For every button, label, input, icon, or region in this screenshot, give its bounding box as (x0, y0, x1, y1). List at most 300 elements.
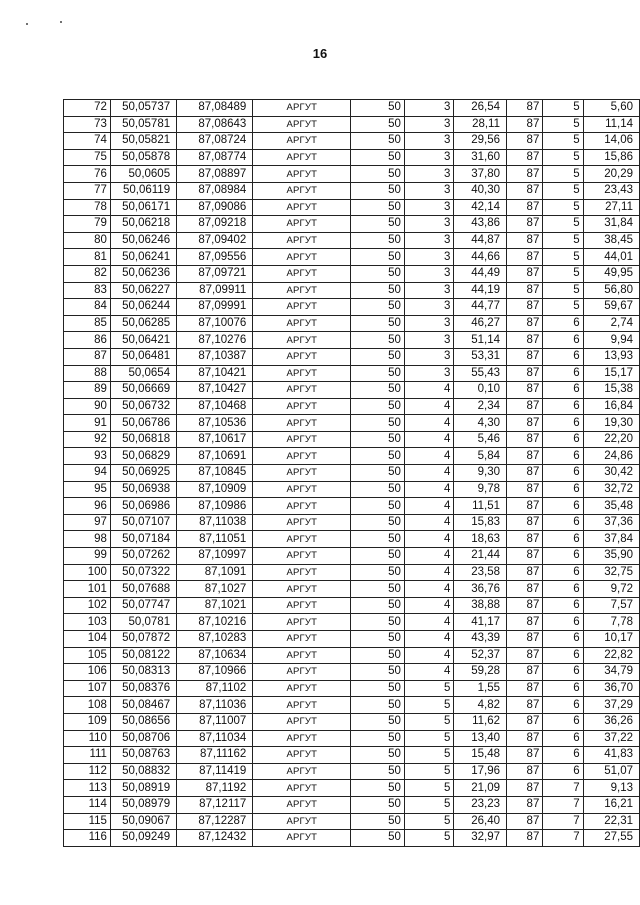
name-cell: АРГУТ (253, 730, 351, 747)
latitude-cell: 50,06227 (110, 282, 176, 299)
col5-cell: 50 (351, 597, 405, 614)
col8-cell: 87 (507, 100, 543, 117)
longitude-cell: 87,09086 (177, 199, 253, 216)
col5-cell: 50 (351, 631, 405, 648)
col6-cell: 3 (404, 348, 453, 365)
table-row (64, 448, 640, 465)
latitude-cell: 50,06829 (110, 448, 176, 465)
col5-cell: 50 (351, 149, 405, 166)
row-number-cell: 95 (64, 481, 111, 498)
col10-cell: 38,45 (583, 232, 639, 249)
col8-cell: 87 (507, 415, 543, 432)
col10-cell: 15,86 (583, 149, 639, 166)
col5-cell: 50 (351, 216, 405, 233)
col9-cell: 6 (543, 564, 583, 581)
longitude-cell: 87,08984 (177, 182, 253, 199)
table-row (64, 282, 640, 299)
name-cell: АРГУТ (253, 830, 351, 847)
row-number-cell: 87 (64, 348, 111, 365)
col9-cell: 6 (543, 548, 583, 565)
table-row (64, 713, 640, 730)
name-cell: АРГУТ (253, 182, 351, 199)
col5-cell: 50 (351, 116, 405, 133)
col6-cell: 3 (404, 265, 453, 282)
col8-cell: 87 (507, 133, 543, 150)
longitude-cell: 87,09911 (177, 282, 253, 299)
col7-cell: 29,56 (454, 133, 507, 150)
longitude-cell: 87,09991 (177, 299, 253, 316)
table-row (64, 149, 640, 166)
latitude-cell: 50,06818 (110, 431, 176, 448)
col6-cell: 4 (404, 481, 453, 498)
col10-cell: 14,06 (583, 133, 639, 150)
col8-cell: 87 (507, 149, 543, 166)
row-number-cell: 73 (64, 116, 111, 133)
table-row (64, 415, 640, 432)
col5-cell: 50 (351, 763, 405, 780)
longitude-cell: 87,10536 (177, 415, 253, 432)
longitude-cell: 87,08724 (177, 133, 253, 150)
col10-cell: 24,86 (583, 448, 639, 465)
table-row (64, 597, 640, 614)
longitude-cell: 87,10076 (177, 315, 253, 332)
longitude-cell: 87,08489 (177, 100, 253, 117)
col10-cell: 19,30 (583, 415, 639, 432)
name-cell: АРГУТ (253, 232, 351, 249)
name-cell: АРГУТ (253, 664, 351, 681)
col6-cell: 4 (404, 647, 453, 664)
col9-cell: 5 (543, 116, 583, 133)
col10-cell: 15,38 (583, 382, 639, 399)
col9-cell: 6 (543, 713, 583, 730)
name-cell: АРГУТ (253, 133, 351, 150)
col9-cell: 7 (543, 813, 583, 830)
latitude-cell: 50,06285 (110, 315, 176, 332)
col5-cell: 50 (351, 415, 405, 432)
col10-cell: 27,11 (583, 199, 639, 216)
name-cell: АРГУТ (253, 796, 351, 813)
col10-cell: 35,90 (583, 548, 639, 565)
col6-cell: 3 (404, 166, 453, 183)
latitude-cell: 50,09067 (110, 813, 176, 830)
row-number-cell: 74 (64, 133, 111, 150)
latitude-cell: 50,09249 (110, 830, 176, 847)
col8-cell: 87 (507, 564, 543, 581)
col10-cell: 9,72 (583, 581, 639, 598)
col6-cell: 5 (404, 697, 453, 714)
table-row (64, 830, 640, 847)
row-number-cell: 72 (64, 100, 111, 117)
col8-cell: 87 (507, 398, 543, 415)
table-row (64, 498, 640, 515)
col9-cell: 5 (543, 100, 583, 117)
table-row (64, 166, 640, 183)
row-number-cell: 85 (64, 315, 111, 332)
col5-cell: 50 (351, 780, 405, 797)
col6-cell: 3 (404, 182, 453, 199)
table-row (64, 348, 640, 365)
table-row (64, 747, 640, 764)
row-number-cell: 112 (64, 763, 111, 780)
col6-cell: 3 (404, 315, 453, 332)
col9-cell: 6 (543, 448, 583, 465)
name-cell: АРГУТ (253, 548, 351, 565)
name-cell: АРГУТ (253, 382, 351, 399)
col6-cell: 5 (404, 680, 453, 697)
col9-cell: 6 (543, 631, 583, 648)
col9-cell: 5 (543, 299, 583, 316)
name-cell: АРГУТ (253, 166, 351, 183)
col5-cell: 50 (351, 747, 405, 764)
col9-cell: 6 (543, 664, 583, 681)
latitude-cell: 50,05781 (110, 116, 176, 133)
table-row (64, 680, 640, 697)
col9-cell: 6 (543, 431, 583, 448)
col7-cell: 38,88 (454, 597, 507, 614)
name-cell: АРГУТ (253, 116, 351, 133)
longitude-cell: 87,10997 (177, 548, 253, 565)
col10-cell: 7,57 (583, 597, 639, 614)
col7-cell: 0,10 (454, 382, 507, 399)
col8-cell: 87 (507, 348, 543, 365)
table-row (64, 465, 640, 482)
col8-cell: 87 (507, 282, 543, 299)
row-number-cell: 100 (64, 564, 111, 581)
longitude-cell: 87,11051 (177, 531, 253, 548)
col10-cell: 10,17 (583, 631, 639, 648)
table-row (64, 382, 640, 399)
col9-cell: 6 (543, 763, 583, 780)
col10-cell: 41,83 (583, 747, 639, 764)
latitude-cell: 50,06244 (110, 299, 176, 316)
table-row (64, 100, 640, 117)
longitude-cell: 87,10691 (177, 448, 253, 465)
col9-cell: 6 (543, 415, 583, 432)
longitude-cell: 87,10283 (177, 631, 253, 648)
latitude-cell: 50,06732 (110, 398, 176, 415)
col7-cell: 36,76 (454, 581, 507, 598)
col5-cell: 50 (351, 514, 405, 531)
col7-cell: 44,66 (454, 249, 507, 266)
col10-cell: 2,74 (583, 315, 639, 332)
table-row (64, 763, 640, 780)
col10-cell: 56,80 (583, 282, 639, 299)
col10-cell: 37,29 (583, 697, 639, 714)
col9-cell: 5 (543, 182, 583, 199)
longitude-cell: 87,10966 (177, 664, 253, 681)
col7-cell: 18,63 (454, 531, 507, 548)
col5-cell: 50 (351, 282, 405, 299)
table-row (64, 431, 640, 448)
col8-cell: 87 (507, 581, 543, 598)
col9-cell: 6 (543, 398, 583, 415)
name-cell: АРГУТ (253, 514, 351, 531)
col7-cell: 4,82 (454, 697, 507, 714)
name-cell: АРГУТ (253, 431, 351, 448)
col7-cell: 44,19 (454, 282, 507, 299)
col5-cell: 50 (351, 299, 405, 316)
col9-cell: 6 (543, 465, 583, 482)
col7-cell: 46,27 (454, 315, 507, 332)
col9-cell: 6 (543, 614, 583, 631)
col8-cell: 87 (507, 631, 543, 648)
col6-cell: 4 (404, 448, 453, 465)
col9-cell: 6 (543, 365, 583, 382)
longitude-cell: 87,10387 (177, 348, 253, 365)
latitude-cell: 50,06246 (110, 232, 176, 249)
col8-cell: 87 (507, 166, 543, 183)
table-row (64, 548, 640, 565)
row-number-cell: 114 (64, 796, 111, 813)
row-number-cell: 80 (64, 232, 111, 249)
col5-cell: 50 (351, 100, 405, 117)
longitude-cell: 87,11038 (177, 514, 253, 531)
name-cell: АРГУТ (253, 597, 351, 614)
col9-cell: 6 (543, 514, 583, 531)
row-number-cell: 110 (64, 730, 111, 747)
longitude-cell: 87,1102 (177, 680, 253, 697)
latitude-cell: 50,07747 (110, 597, 176, 614)
col7-cell: 1,55 (454, 680, 507, 697)
table-row (64, 133, 640, 150)
col6-cell: 5 (404, 763, 453, 780)
col9-cell: 5 (543, 232, 583, 249)
col10-cell: 11,14 (583, 116, 639, 133)
row-number-cell: 81 (64, 249, 111, 266)
col7-cell: 44,49 (454, 265, 507, 282)
longitude-cell: 87,11162 (177, 747, 253, 764)
row-number-cell: 83 (64, 282, 111, 299)
longitude-cell: 87,10634 (177, 647, 253, 664)
longitude-cell: 87,10845 (177, 465, 253, 482)
col8-cell: 87 (507, 232, 543, 249)
col8-cell: 87 (507, 116, 543, 133)
longitude-cell: 87,10216 (177, 614, 253, 631)
latitude-cell: 50,0605 (110, 166, 176, 183)
col5-cell: 50 (351, 398, 405, 415)
col8-cell: 87 (507, 365, 543, 382)
name-cell: АРГУТ (253, 100, 351, 117)
table-row (64, 249, 640, 266)
row-number-cell: 107 (64, 680, 111, 697)
col9-cell: 7 (543, 796, 583, 813)
longitude-cell: 87,1192 (177, 780, 253, 797)
name-cell: АРГУТ (253, 680, 351, 697)
col8-cell: 87 (507, 332, 543, 349)
name-cell: АРГУТ (253, 697, 351, 714)
table-row (64, 481, 640, 498)
col9-cell: 5 (543, 216, 583, 233)
col8-cell: 87 (507, 299, 543, 316)
col6-cell: 4 (404, 431, 453, 448)
table-row (64, 730, 640, 747)
col6-cell: 5 (404, 747, 453, 764)
row-number-cell: 94 (64, 465, 111, 482)
table-row (64, 531, 640, 548)
longitude-cell: 87,10276 (177, 332, 253, 349)
longitude-cell: 87,12432 (177, 830, 253, 847)
col7-cell: 53,31 (454, 348, 507, 365)
latitude-cell: 50,06986 (110, 498, 176, 515)
col5-cell: 50 (351, 481, 405, 498)
col9-cell: 5 (543, 149, 583, 166)
col9-cell: 5 (543, 282, 583, 299)
col10-cell: 36,70 (583, 680, 639, 697)
col9-cell: 7 (543, 780, 583, 797)
col9-cell: 6 (543, 332, 583, 349)
col8-cell: 87 (507, 182, 543, 199)
col8-cell: 87 (507, 548, 543, 565)
col5-cell: 50 (351, 166, 405, 183)
col7-cell: 9,30 (454, 465, 507, 482)
latitude-cell: 50,08706 (110, 730, 176, 747)
row-number-cell: 111 (64, 747, 111, 764)
col7-cell: 31,60 (454, 149, 507, 166)
col5-cell: 50 (351, 431, 405, 448)
longitude-cell: 87,08774 (177, 149, 253, 166)
col5-cell: 50 (351, 813, 405, 830)
name-cell: АРГУТ (253, 713, 351, 730)
col5-cell: 50 (351, 332, 405, 349)
name-cell: АРГУТ (253, 581, 351, 598)
latitude-cell: 50,07872 (110, 631, 176, 648)
name-cell: АРГУТ (253, 531, 351, 548)
col5-cell: 50 (351, 348, 405, 365)
col9-cell: 5 (543, 249, 583, 266)
name-cell: АРГУТ (253, 631, 351, 648)
col7-cell: 55,43 (454, 365, 507, 382)
col10-cell: 37,22 (583, 730, 639, 747)
col10-cell: 27,55 (583, 830, 639, 847)
col8-cell: 87 (507, 514, 543, 531)
latitude-cell: 50,06481 (110, 348, 176, 365)
col9-cell: 6 (543, 531, 583, 548)
row-number-cell: 102 (64, 597, 111, 614)
col7-cell: 37,80 (454, 166, 507, 183)
longitude-cell: 87,1027 (177, 581, 253, 598)
col6-cell: 4 (404, 564, 453, 581)
latitude-cell: 50,05737 (110, 100, 176, 117)
latitude-cell: 50,06669 (110, 382, 176, 399)
name-cell: АРГУТ (253, 299, 351, 316)
latitude-cell: 50,08656 (110, 713, 176, 730)
row-number-cell: 91 (64, 415, 111, 432)
col8-cell: 87 (507, 448, 543, 465)
col10-cell: 32,72 (583, 481, 639, 498)
col7-cell: 41,17 (454, 614, 507, 631)
latitude-cell: 50,06938 (110, 481, 176, 498)
table-row (64, 664, 640, 681)
table-row (64, 365, 640, 382)
col8-cell: 87 (507, 597, 543, 614)
col6-cell: 5 (404, 713, 453, 730)
row-number-cell: 113 (64, 780, 111, 797)
col7-cell: 5,84 (454, 448, 507, 465)
table-row (64, 647, 640, 664)
row-number-cell: 92 (64, 431, 111, 448)
longitude-cell: 87,1091 (177, 564, 253, 581)
row-number-cell: 99 (64, 548, 111, 565)
row-number-cell: 78 (64, 199, 111, 216)
latitude-cell: 50,08313 (110, 664, 176, 681)
table-row (64, 216, 640, 233)
col8-cell: 87 (507, 465, 543, 482)
col5-cell: 50 (351, 498, 405, 515)
table-row (64, 199, 640, 216)
col6-cell: 3 (404, 216, 453, 233)
longitude-cell: 87,10986 (177, 498, 253, 515)
table-row (64, 315, 640, 332)
col10-cell: 44,01 (583, 249, 639, 266)
col7-cell: 23,23 (454, 796, 507, 813)
latitude-cell: 50,07184 (110, 531, 176, 548)
longitude-cell: 87,11007 (177, 713, 253, 730)
row-number-cell: 103 (64, 614, 111, 631)
row-number-cell: 108 (64, 697, 111, 714)
col9-cell: 6 (543, 581, 583, 598)
col7-cell: 51,14 (454, 332, 507, 349)
col6-cell: 3 (404, 249, 453, 266)
col6-cell: 4 (404, 514, 453, 531)
col5-cell: 50 (351, 249, 405, 266)
col6-cell: 4 (404, 597, 453, 614)
table-row (64, 232, 640, 249)
latitude-cell: 50,05878 (110, 149, 176, 166)
col5-cell: 50 (351, 133, 405, 150)
col6-cell: 3 (404, 282, 453, 299)
scan-speck (26, 23, 28, 25)
col8-cell: 87 (507, 265, 543, 282)
row-number-cell: 76 (64, 166, 111, 183)
data-table (63, 99, 640, 847)
page-number: 16 (312, 46, 328, 61)
name-cell: АРГУТ (253, 448, 351, 465)
col5-cell: 50 (351, 730, 405, 747)
col7-cell: 17,96 (454, 763, 507, 780)
longitude-cell: 87,10421 (177, 365, 253, 382)
col6-cell: 5 (404, 830, 453, 847)
col7-cell: 44,77 (454, 299, 507, 316)
longitude-cell: 87,09721 (177, 265, 253, 282)
col5-cell: 50 (351, 614, 405, 631)
table-row (64, 581, 640, 598)
row-number-cell: 89 (64, 382, 111, 399)
col8-cell: 87 (507, 747, 543, 764)
row-number-cell: 75 (64, 149, 111, 166)
col7-cell: 5,46 (454, 431, 507, 448)
col10-cell: 7,78 (583, 614, 639, 631)
col7-cell: 23,58 (454, 564, 507, 581)
col8-cell: 87 (507, 780, 543, 797)
row-number-cell: 98 (64, 531, 111, 548)
col5-cell: 50 (351, 232, 405, 249)
table-row (64, 332, 640, 349)
longitude-cell: 87,11034 (177, 730, 253, 747)
name-cell: АРГУТ (253, 315, 351, 332)
row-number-cell: 88 (64, 365, 111, 382)
col10-cell: 34,79 (583, 664, 639, 681)
col6-cell: 3 (404, 232, 453, 249)
col10-cell: 30,42 (583, 465, 639, 482)
col10-cell: 49,95 (583, 265, 639, 282)
latitude-cell: 50,06218 (110, 216, 176, 233)
col9-cell: 5 (543, 199, 583, 216)
row-number-cell: 101 (64, 581, 111, 598)
col6-cell: 4 (404, 498, 453, 515)
col5-cell: 50 (351, 664, 405, 681)
table-row (64, 514, 640, 531)
col8-cell: 87 (507, 680, 543, 697)
